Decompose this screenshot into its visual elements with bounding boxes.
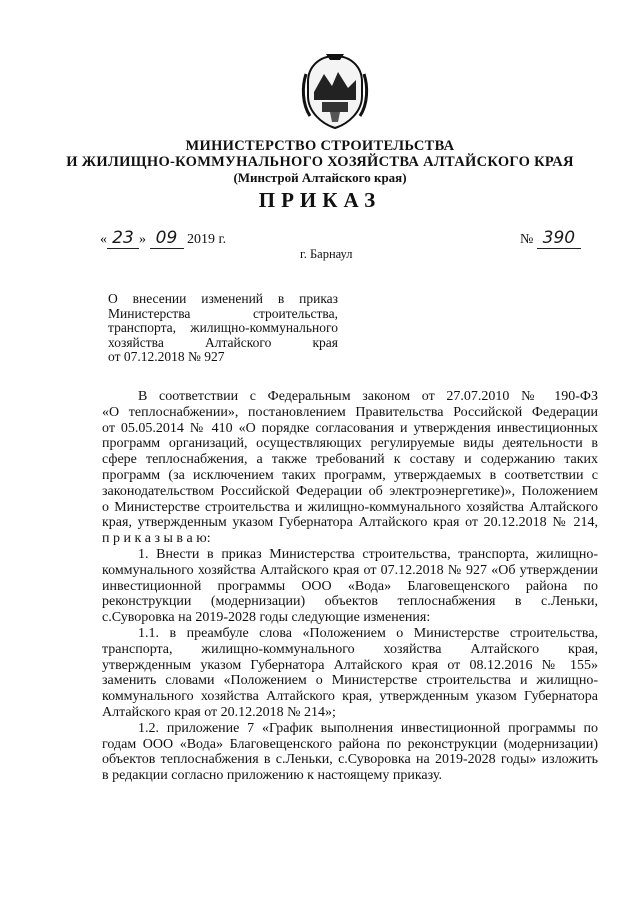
subject-line: О внесении изменений в приказ	[108, 291, 338, 306]
order-body	[102, 389, 598, 784]
document-type-title: ПРИКАЗ	[258, 188, 382, 212]
body-line: утвержденным указом Губернатора Алтайского края от 08.12.2016 № 155»	[102, 657, 598, 673]
date-year: 2019 г.	[187, 232, 227, 247]
body-line: в редакции согласно приложению к настоящему приказу.	[102, 768, 442, 784]
number-prefix: №	[520, 232, 534, 247]
date-month: 09	[150, 228, 184, 249]
directive-word: п р и к а з ы в а ю:	[102, 531, 211, 547]
city: г. Барнаул	[300, 247, 353, 261]
body-line: транспорта, жилищно-коммунального хозяйства Алтайского края,	[102, 641, 598, 657]
subject-line: Министерства строительства,	[108, 305, 338, 321]
ministry-short-name: (Минстрой Алтайского края)	[233, 170, 407, 185]
body-line: 1.2. приложение 7 «График выполнения инвестиционной программы по	[138, 720, 598, 736]
ministry-name	[60, 138, 580, 186]
body-line: Алтайского края от 20.12.2018 № 214»;	[102, 704, 336, 720]
body-line: объектов теплоснабжения в с.Леньки, с.Суворовка на 2019-2028 годы» изложить	[102, 752, 598, 768]
body-line: от 05.05.2014 № 410 «О порядке согласования и утверждения инвестиционных	[102, 420, 598, 436]
body-line: края, утвержденным указом Губернатора Алтайского края от 20.12.2018 № 214,	[102, 515, 598, 531]
body-line: законодательством Российской Федерации об электроэнергетике)», Положением	[102, 483, 598, 499]
subject-line: транспорта, жилищно-коммунального	[108, 320, 338, 336]
number-value: 390	[537, 228, 581, 249]
ministry-line-2: И ЖИЛИЩНО-КОММУНАЛЬНОГО ХОЗЯЙСТВА АЛТАЙСКОГО КРАЯ	[66, 154, 574, 170]
order-subject	[108, 292, 338, 365]
subject-line: хозяйства Алтайского края	[108, 334, 338, 350]
subject-line: от 07.12.2018 № 927	[108, 349, 225, 365]
body-line: В соответствии с Федеральным законом от 27.07.2010 № 190-ФЗ	[138, 389, 598, 404]
body-line: коммунального хозяйства Алтайского края, утвержденным указом Губернатора	[102, 689, 598, 705]
ministry-line-1: МИНИСТЕРСТВО СТРОИТЕЛЬСТВА	[185, 138, 455, 154]
body-line: 1.1. в преамбуле слова «Положением о Министерстве строительства,	[138, 625, 598, 641]
body-line: реконструкции (модернизации) объектов теплоснабжения в с.Леньки,	[102, 594, 598, 610]
body-line: о Министерстве строительства и жилищно-коммунального хозяйства Алтайского	[102, 499, 598, 515]
date-day: 23	[107, 228, 139, 249]
body-line: программ организаций, осуществляющих регулируемые виды деятельности в	[102, 436, 598, 452]
date-open-quote: «	[100, 232, 107, 247]
body-line: «О теплоснабжении», постановлением Правительства Российской Федерации	[102, 404, 598, 420]
date-close-quote: »	[139, 232, 146, 247]
body-line: программ (за исключением таких программ, утверждаемых в соответствии с	[102, 467, 598, 483]
body-line: заменить словами «Положением о Министерстве строительства и жилищно-	[102, 673, 598, 689]
body-line: годам ООО «Вода» Благовещенского района по реконструкции (модернизации)	[102, 736, 598, 752]
coat-of-arms-icon	[300, 52, 370, 132]
body-line: коммунального хозяйства Алтайского края от 07.12.2018 № 927 «Об утверждении	[102, 562, 598, 578]
body-line: с.Суворовка на 2019-2028 годы следующие изменения:	[102, 610, 431, 626]
order-number	[520, 228, 581, 249]
body-line: инвестиционной программы ООО «Вода» Благовещенского района по	[102, 578, 598, 594]
order-date	[100, 228, 226, 249]
body-line: сфере теплоснабжения, а также требований к составу и содержанию таких	[102, 452, 598, 468]
body-line: 1. Внести в приказ Министерства строительства, транспорта, жилищно-	[138, 546, 598, 562]
